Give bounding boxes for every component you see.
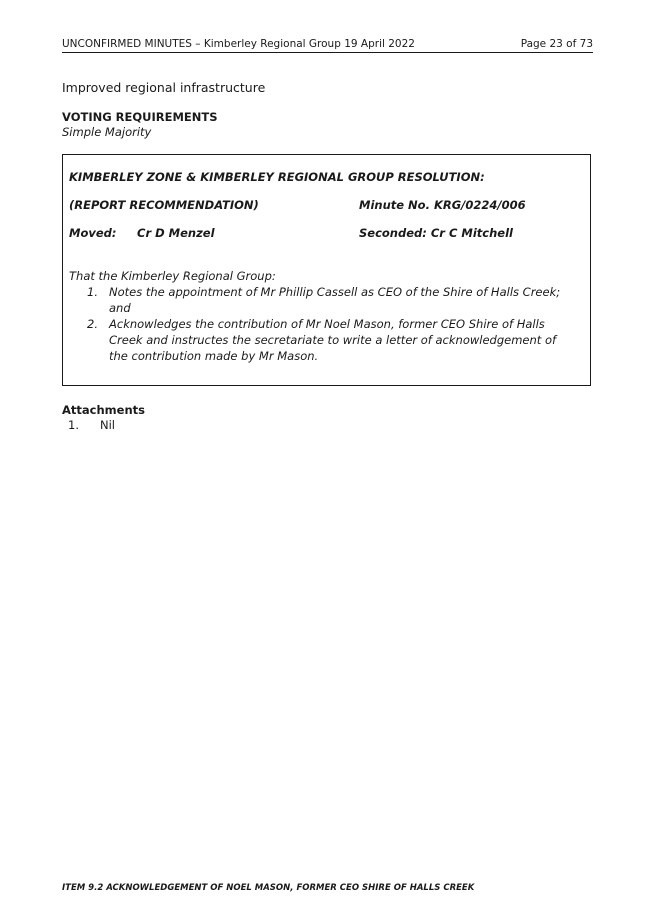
page-number: Page 23 of 73: [520, 38, 593, 50]
header-title: UNCONFIRMED MINUTES – Kimberley Regional Group 19 April 2022: [62, 38, 415, 50]
resolution-box: [62, 154, 591, 386]
attachments-heading: Attachments: [62, 403, 145, 417]
attachment-text: Nil: [100, 418, 115, 432]
voting-requirements-heading: VOTING REQUIREMENTS: [62, 110, 218, 124]
attachment-number: 1.: [68, 418, 79, 432]
resolution-item-text: Acknowledges the contribution of Mr Noel Mason, former CEO Shire of Halls Creek and instructes the secretariate to write a letter of acknowledgement of the contribution made by Mr Mason.: [109, 317, 557, 363]
resolution-item-text: Notes the appointment of Mr Phillip Cassell as CEO of the Shire of Halls Creek; and: [109, 285, 561, 315]
resolution-item: [69, 284, 574, 318]
resolution-preamble: That the Kimberley Regional Group:: [69, 269, 276, 283]
moved-by: Cr D Menzel: [137, 226, 215, 240]
intro-text: Improved regional infrastructure: [62, 80, 266, 95]
report-recommendation-label: (REPORT RECOMMENDATION): [69, 198, 259, 212]
voting-requirements-value: Simple Majority: [62, 125, 152, 139]
moved-label: Moved:: [69, 226, 117, 240]
resolution-title: KIMBERLEY ZONE & KIMBERLEY REGIONAL GROUP RESOLUTION:: [69, 170, 485, 184]
resolution-item-number: 1.: [87, 285, 98, 299]
minute-number: Minute No. KRG/0224/006: [359, 198, 526, 212]
page-header: [62, 37, 593, 53]
seconded-by: Seconded: Cr C Mitchell: [359, 226, 513, 240]
attachment-item: [62, 418, 262, 433]
resolution-item-number: 2.: [87, 317, 98, 331]
resolution-item: [69, 316, 574, 366]
page-footer: ITEM 9.2 ACKNOWLEDGEMENT OF NOEL MASON, FORMER CEO SHIRE OF HALLS CREEK: [62, 883, 475, 893]
